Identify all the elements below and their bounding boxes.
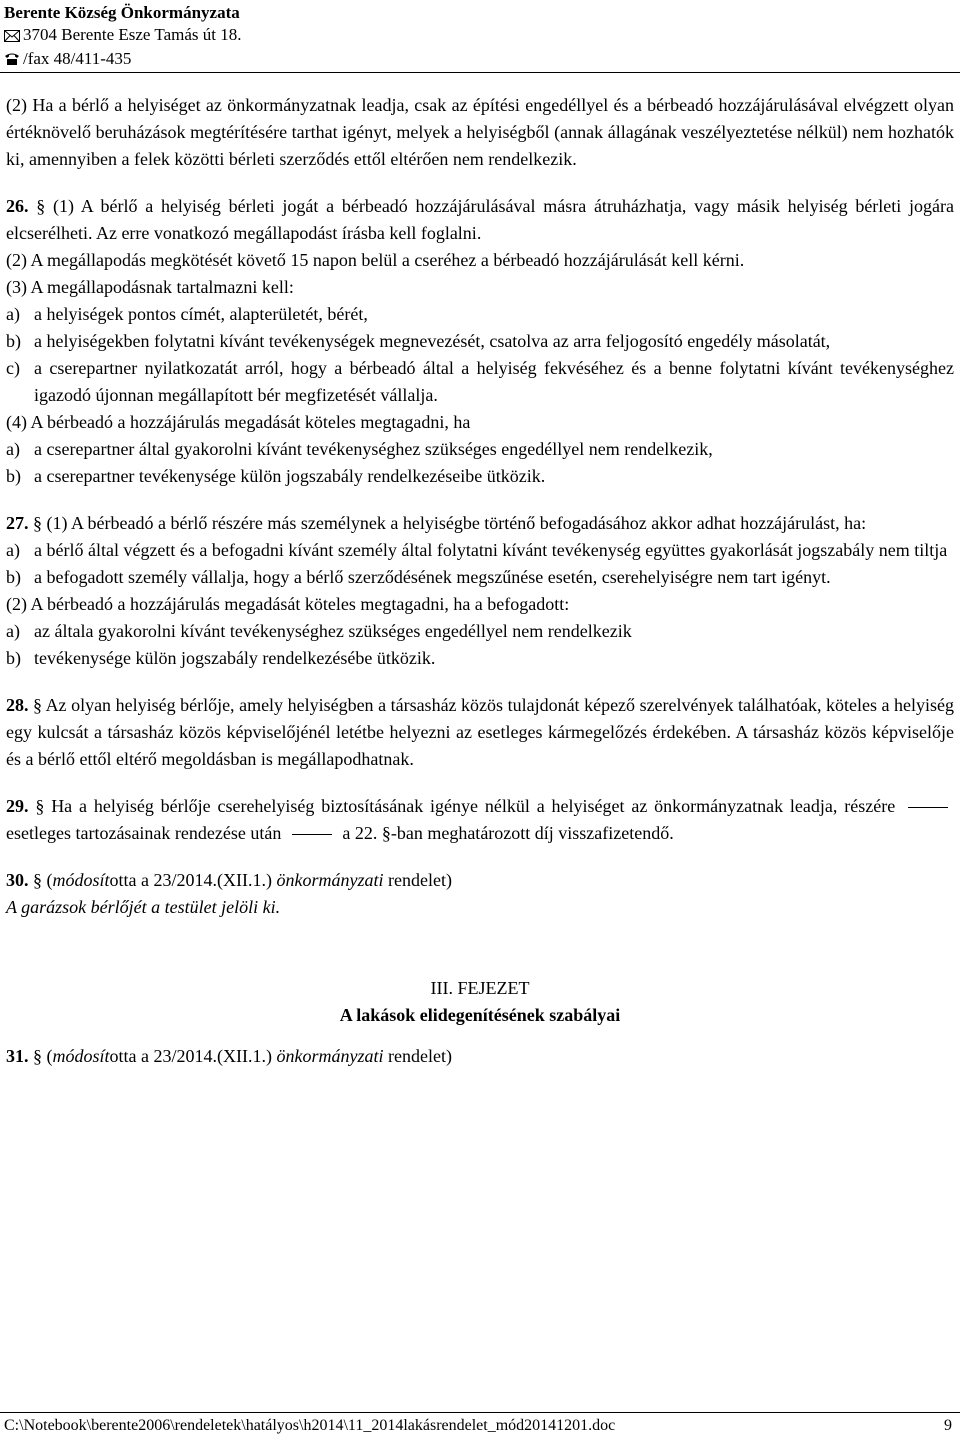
list-item: b) a helyiségekben folytatni kívánt tevékenységek megnevezését, csatolva az arra feljogosító engedély másolatát, (6, 331, 831, 351)
section-number: 31. (6, 1046, 29, 1066)
list-item: a) a helyiségek pontos címét, alapterületét, bérét, (6, 304, 368, 324)
address-text: 3704 Berente Esze Tamás út 18. (23, 25, 242, 44)
list-item: c) a cserepartner nyilatkozatát arról, hogy a bérbeadó által a helyiség fekvéséhez és a benne folytatni kívánt tevékenységhez igazodó újonnan megállapított bér megfizetését vállalja. (6, 358, 954, 405)
section-symbol: § (36, 196, 46, 216)
list-item: a) a cserepartner által gyakorolni kívánt tevékenységhez szükséges engedéllyel nem rendelkezik, (6, 439, 713, 459)
section-26-para-2: (2) A megállapodás megkötését követő 15 napon belül a cseréhez a bérbeadó hozzájárulását kell kérni. (6, 250, 745, 270)
section-26-para-4: (4) A bérbeadó a hozzájárulás megadását köteles megtagadni, ha (6, 412, 471, 432)
section-27-para-2: (2) A bérbeadó a hozzájárulás megadását köteles megtagadni, ha a befogadott: (6, 594, 570, 614)
list-item: b) a befogadott személy vállalja, hogy a bérlő szerződésének megszűnése esetén, cserehelyiségre nem tart igényt. (6, 567, 831, 587)
telephone-icon (4, 50, 20, 72)
section-number: 26. (6, 196, 29, 216)
section-symbol: § (33, 695, 43, 715)
phone-text: /fax 48/411-435 (23, 49, 132, 68)
list-item: b) a cserepartner tevékenysége külön jogszabály rendelkezéseibe ütközik. (6, 466, 546, 486)
section-26-para-1: 26. § (1) A bérlő a helyiség bérleti jogát a bérbeadó hozzájárulásával másra átruházhatja, vagy másik helyiség bérleti jogára elcserélheti. Az erre vonatkozó megállapodást írásba kell foglalni. (6, 196, 955, 243)
list-item: a) a bérlő által végzett és a befogadni kívánt személy által folytatni kívánt tevékenység együttes gyakorlását jogszabály nem tiltja (6, 540, 948, 560)
header-rule (0, 72, 960, 73)
section-number: 27. (6, 513, 29, 533)
section-symbol: § (35, 796, 45, 816)
section-26-para-3: (3) A megállapodásnak tartalmazni kell: (6, 277, 294, 297)
list-item: b) tevékenysége külön jogszabály rendelkezésébe ütközik. (6, 648, 436, 668)
section-30-heading: 30. § (módosította a 23/2014.(XII.1.) önkormányzati rendelet) (6, 870, 452, 890)
section-28: 28. § Az olyan helyiség bérlője, amely helyiségben a társasház közös tulajdonát képező szerelvények találhatóak, köteles a helyiség egy kulcsát a társasház közös képviselőjénél letétbe helyezni az esetleges kármegelőzés érdekében. A társasház közös képviselője és a bérlő ettől eltérő megoldásban is megállapodhatnak. (6, 695, 955, 769)
footer-rule (0, 1412, 960, 1413)
section-29: 29. § Ha a helyiség bérlője cserehelyiség biztosításának igénye nélkül a helyiséget az önkormányzatnak leadja, részére esetleges tartozásainak rendezése után a 22. §-ban meghatározott díj visszafizetendő. (6, 793, 954, 847)
page-number: 9 (944, 1417, 952, 1434)
org-name: Berente Község Önkormányzata (4, 3, 240, 22)
section-symbol: § (33, 513, 42, 533)
chapter-subtitle: A lakások elidegenítésének szabályai (339, 1005, 621, 1025)
section-number: 30. (6, 870, 29, 890)
em-dash-rule (908, 807, 948, 808)
list-item: a) az általa gyakorolni kívánt tevékenységhez szükséges engedéllyel nem rendelkezik (6, 621, 632, 641)
section-number: 28. (6, 695, 29, 715)
letterhead (4, 2, 954, 72)
section-31-heading: 31. § (módosította a 23/2014.(XII.1.) önkormányzati rendelet) (6, 1046, 452, 1066)
phone-line (4, 48, 954, 72)
address-line (4, 24, 954, 48)
file-path: C:\Notebook\berente2006\rendeletek\hatályos\h2014\11_2014lakásrendelet_mód20141201.doc (4, 1417, 616, 1434)
paragraph-25-2: (2) Ha a bérlő a helyiséget az önkormányzatnak leadja, csak az építési engedéllyel és a bérbeadó hozzájárulásával elvégzett olyan értéknövelő beruházások megtérítésére tarthat igényt, melyek a helyiségből (annak állagának veszélyeztetése nélkül) nem hozhatók ki, amennyiben a felek közötti bérleti szerződés ettől eltérően nem rendelkezik. (6, 95, 954, 169)
document-body (6, 92, 954, 1070)
section-symbol: § (33, 870, 42, 890)
footer (4, 1416, 952, 1436)
section-27-para-1: 27. § (1) A bérbeadó a bérlő részére más személynek a helyiségbe történő befogadásához akkor adhat hozzájárulást, ha: (6, 513, 867, 533)
chapter-title: III. FEJEZET (430, 978, 530, 998)
envelope-icon (4, 26, 20, 48)
section-number: 29. (6, 796, 29, 816)
section-symbol: § (33, 1046, 42, 1066)
em-dash-rule (292, 834, 332, 835)
section-30-text: A garázsok bérlőjét a testület jelöli ki. (6, 897, 281, 917)
